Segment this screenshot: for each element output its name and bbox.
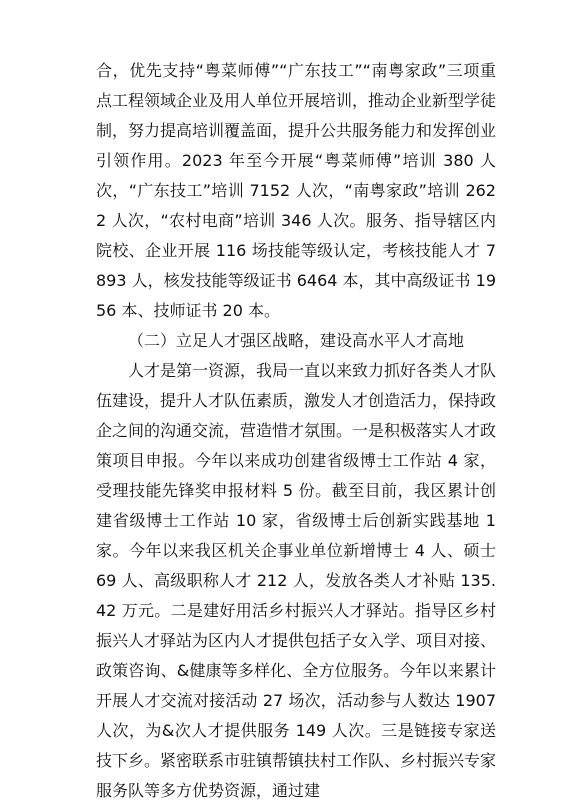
paragraph-continuation: 合，优先支持“粤菜师傅”“广东技工”“南粤家政”三项重点工程领域企业及用人单位开展培训，推动企业新型学徒制，努力提高培训覆盖面，提升公共服务能力和发挥创业引领作用。2023 年至今开展“粤菜师傅”培训 380 人次，“广东技工”培训 7152 人次，“南粤家政”培训 2622 人次，“农村电商”培训 346 人次。服务、指导辖区内院校、企业开展 116 场技能等级认定，考核技能人才 7893 人，核发技能等级证书 6464 本，其中高级证书 1956 本、技师证书 20 本。 xyxy=(96,61,497,320)
section-heading: （二）立足人才强区战略，建设高水平人才高地 xyxy=(128,331,465,350)
document-body xyxy=(96,56,496,806)
paragraph-talent: 人才是第一资源，我局一直以来致力抓好各类人才队伍建设，提升人才队伍素质，激发人才创造活力，保持政企之间的沟通交流，营造惜才氛围。一是积极落实人才政策项目申报。今年以来成功创建省级博士工作站 4 家，受理技能先锋奖申报材料 5 份。截至目前，我区累计创建省级博士工作站 10 家，省级博士后创新实践基地 1 家。今年以来我区机关企事业单位新增博士 4 人、硕士 69 人、高级职称人才 212 人，发放各类人才补贴 135.42 万元。二是建好用活乡村振兴人才驿站。指导区乡村振兴人才驿站为区内人才提供包括子女入学、项目对接、政策咨询、&健康等多样化、全方位服务。今年以来累计开展人才交流对接活动 27 场次，活动参与人数达 1907 人次，为&次人才提供服务 149 人次。三是链接专家送技下乡。紧密联系市驻镇帮镇扶村工作队、乡村振兴专家服务队等多方优势资源，通过建 xyxy=(96,361,497,800)
